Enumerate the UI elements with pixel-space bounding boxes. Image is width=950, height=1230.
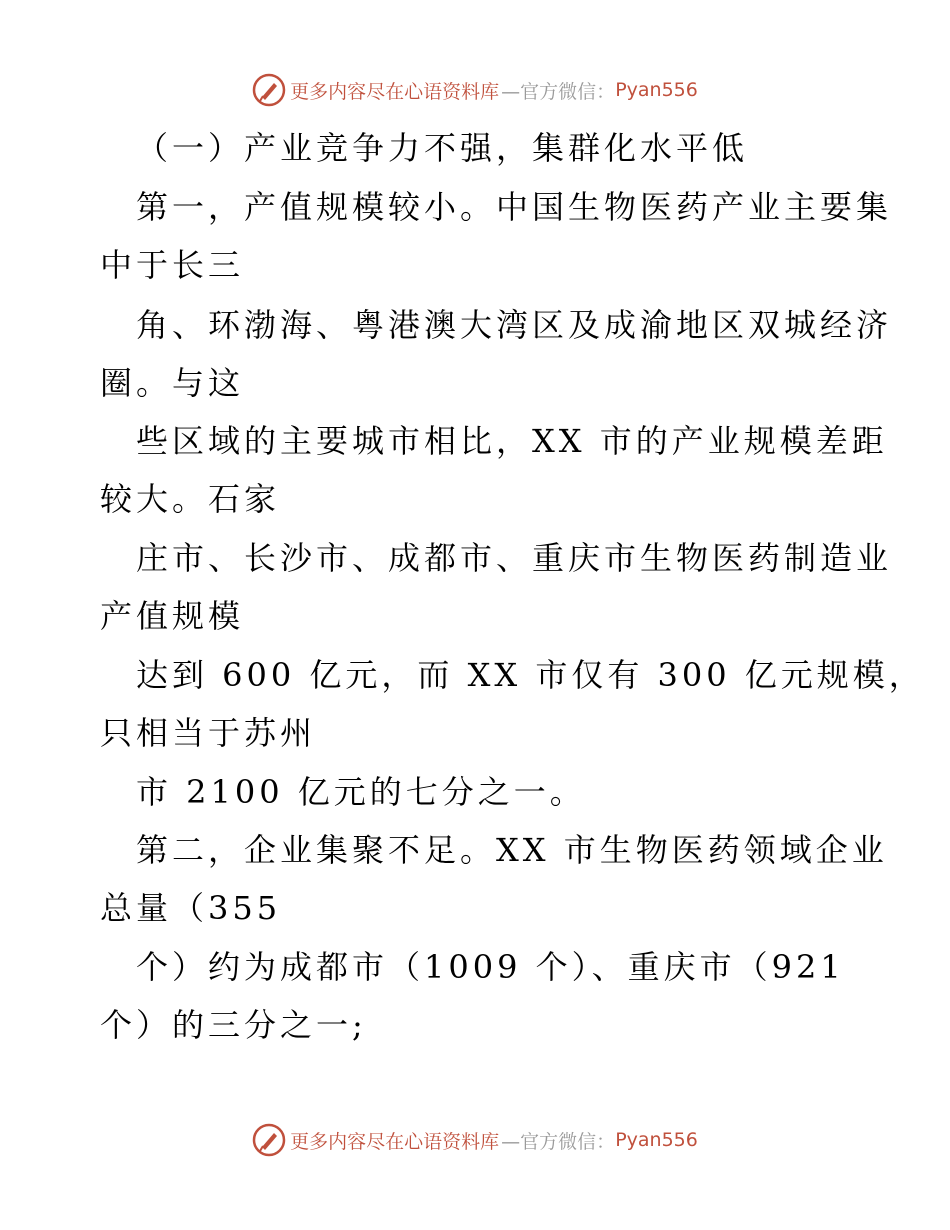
- paragraph-line: 些区域的主要城市相比，XX 市的产业规模差距: [136, 422, 888, 460]
- paragraph-line: 第二，企业集聚不足。XX 市生物医药领域企业: [136, 831, 888, 869]
- watermark-brand: 更多内容尽在心语资料库: [290, 80, 500, 103]
- paragraph-line: 第一，产值规模较小。中国生物医药产业主要集: [136, 188, 893, 226]
- quill-logo-icon: [252, 1123, 286, 1157]
- paragraph-line: 中于长三: [100, 246, 245, 284]
- paragraph-line: 较大。石家: [100, 480, 281, 518]
- paragraph-line: 个）的三分之一;: [100, 1006, 367, 1044]
- paragraph-line: 只相当于苏州: [100, 714, 317, 752]
- paragraph-line: 总量（355: [100, 889, 282, 927]
- section-heading: （一）产业竞争力不强，集群化水平低: [136, 129, 749, 167]
- header-watermark: [0, 70, 950, 110]
- watermark-sub: —官方微信：: [501, 1130, 616, 1153]
- paragraph-line: 产值规模: [100, 597, 245, 635]
- watermark-id: Pyan556: [615, 1129, 698, 1151]
- paragraph-line: 庄市、长沙市、成都市、重庆市生物医药制造业: [136, 539, 893, 577]
- paragraph-line: 个）约为成都市（1009 个）、重庆市（921: [136, 948, 845, 986]
- watermark-brand: 更多内容尽在心语资料库: [290, 1130, 500, 1153]
- paragraph-line: 圈。与这: [100, 364, 245, 402]
- watermark-sub: —官方微信：: [501, 80, 616, 103]
- paragraph-line: 市 2100 亿元的七分之一。: [136, 773, 586, 811]
- watermark-id: Pyan556: [615, 79, 698, 101]
- quill-logo-icon: [252, 73, 286, 107]
- paragraph-line: 达到 600 亿元，而 XX 市仅有 300 亿元规模，: [136, 656, 925, 694]
- paragraph-line: 角、环渤海、粤港澳大湾区及成渝地区双城经济: [136, 306, 893, 344]
- footer-watermark: [0, 1120, 950, 1160]
